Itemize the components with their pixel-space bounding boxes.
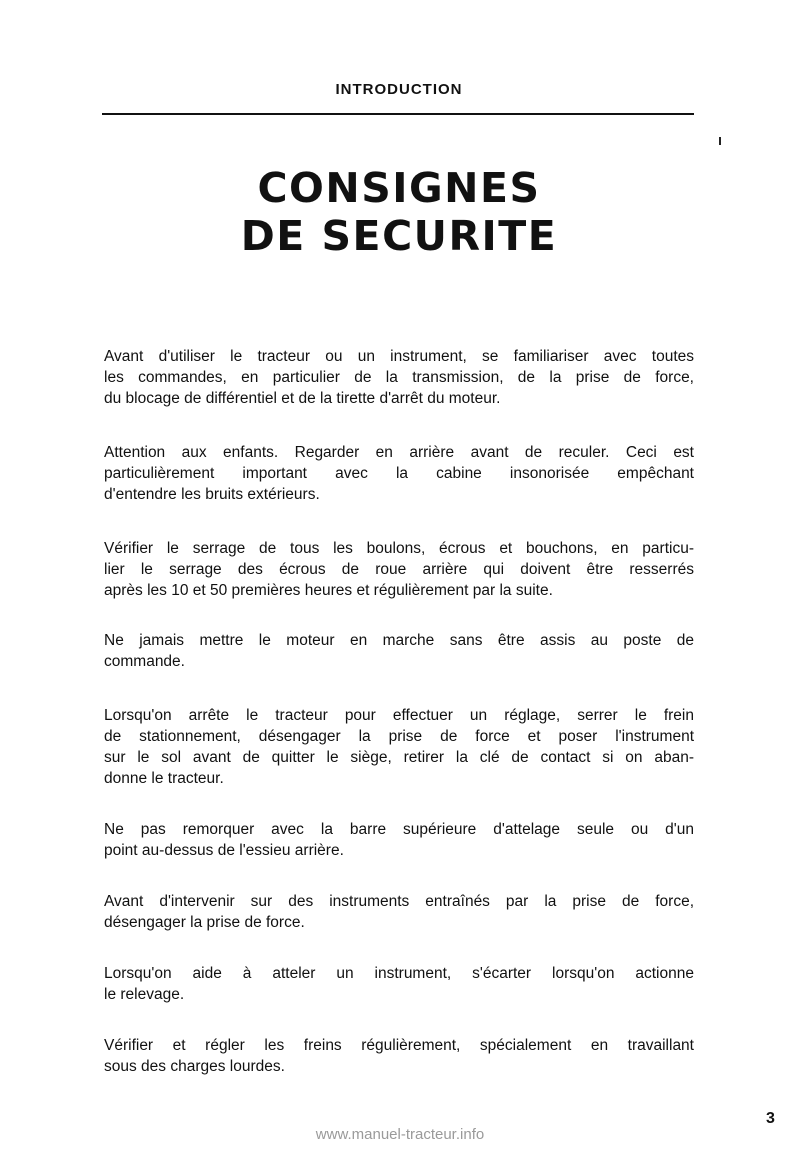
paragraph-line: commande. [104,653,185,670]
safety-paragraph [104,963,694,1005]
paragraph-line: d'entendre les bruits extérieurs. [104,486,320,503]
footer-source-url: www.manuel-tracteur.info [315,1126,485,1143]
safety-paragraph [104,538,694,601]
paragraph-line: sur le sol avant de quitter le siège, retirer la clé de contact si on aban- [104,749,694,766]
safety-paragraph [104,442,694,505]
paragraph-line: Lorsqu'on aide à atteler un instrument, s'écarter lorsqu'on actionne [104,965,694,982]
paragraph-line: point au-dessus de l'essieu arrière. [104,842,344,859]
safety-paragraph [104,346,694,409]
paragraph-line: Lorsqu'on arrête le tracteur pour effectuer un réglage, serrer le frein [104,707,694,724]
paragraph-line: Avant d'utiliser le tracteur ou un instrument, se familiariser avec toutes [104,348,694,365]
page-title-line: DE SECURITE [240,212,558,260]
paragraph-line: lier le serrage des écrous de roue arrière qui doivent être resserrés [104,561,694,578]
paragraph-line: Ne pas remorquer avec la barre supérieure d'attelage seule ou d'un [104,821,694,838]
paragraph-line: sous des charges lourdes. [104,1058,285,1075]
paragraph-line: Attention aux enfants. Regarder en arrière avant de reculer. Ceci est [104,444,694,461]
paragraph-line: donne le tracteur. [104,770,224,787]
paragraph-line: de stationnement, désengager la prise de force et poser l'instrument [104,728,694,745]
safety-paragraph [104,819,694,861]
paragraph-line: le relevage. [104,986,185,1003]
paragraph-line: particulièrement important avec la cabine insonorisée empêchant [104,465,694,482]
paragraph-line: du blocage de différentiel et de la tirette d'arrêt du moteur. [104,390,501,407]
paragraph-line: Avant d'intervenir sur des instruments entraînés par la prise de force, [104,893,694,910]
paragraph-line: après les 10 et 50 premières heures et régulièrement par la suite. [104,582,553,599]
page-title-line: CONSIGNES [257,164,541,212]
paragraph-line: Vérifier le serrage de tous les boulons, écrous et bouchons, en particu- [104,540,694,557]
header-rule [102,113,694,115]
safety-paragraph [104,891,694,933]
safety-paragraph [104,1035,694,1077]
paragraph-line: désengager la prise de force. [104,914,305,931]
paragraph-line: Vérifier et régler les freins régulièrement, spécialement en travaillant [104,1037,694,1054]
paragraph-line: les commandes, en particulier de la transmission, de la prise de force, [104,369,694,386]
safety-paragraph [104,705,694,789]
page-title [104,164,694,260]
page-number: 3 [766,1110,775,1127]
section-header: INTRODUCTION [335,81,463,98]
paragraph-line: Ne jamais mettre le moteur en marche sans être assis au poste de [104,632,694,649]
margin-mark [719,137,721,145]
safety-paragraph [104,630,694,672]
